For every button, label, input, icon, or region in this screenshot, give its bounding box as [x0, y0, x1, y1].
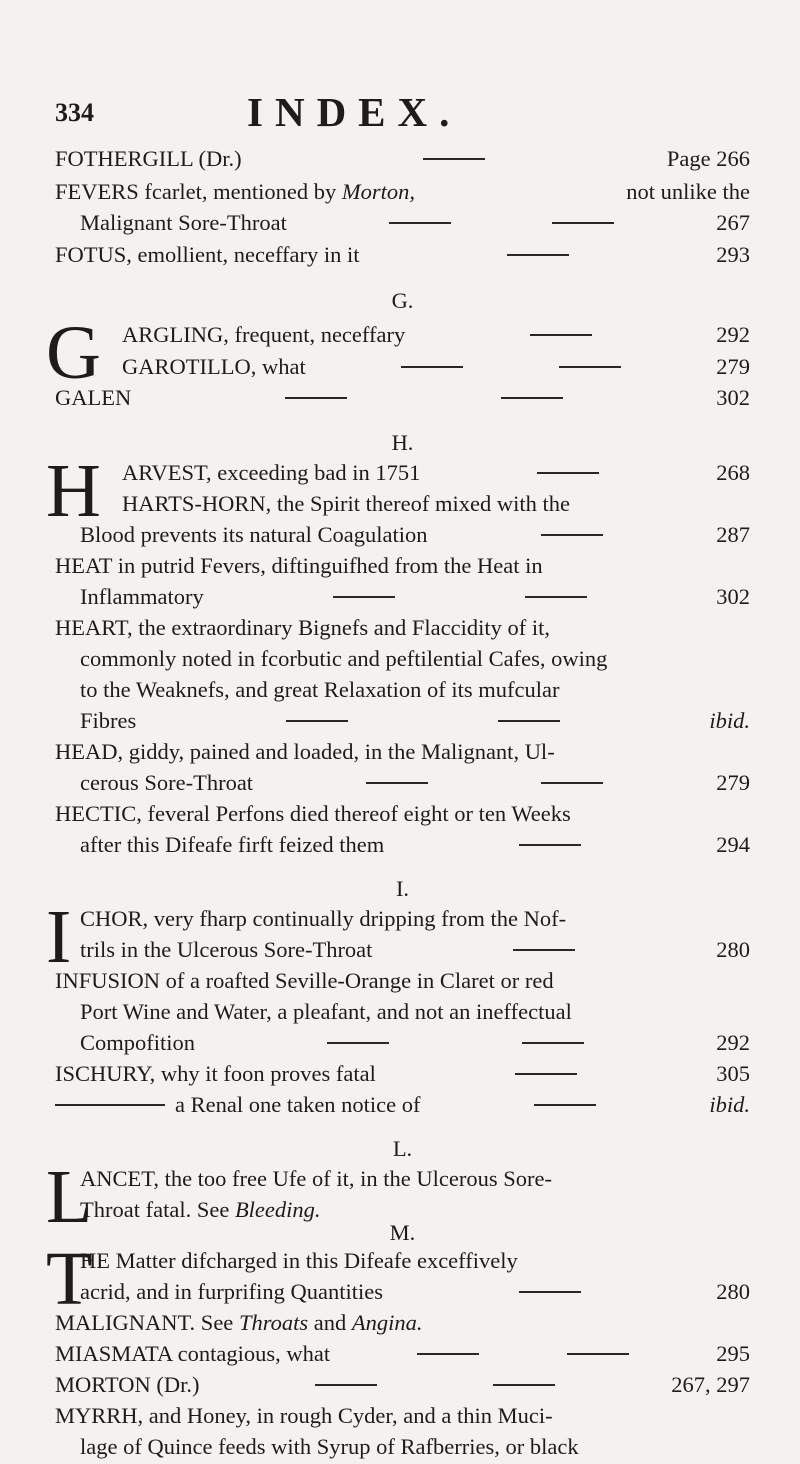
entry-fothergill: FOTHERGILL (Dr.) Page 266	[55, 146, 750, 171]
entry-ischury-renal: a Renal one taken notice of ibid.	[55, 1088, 750, 1122]
entry-harts-horn-cont: Blood prevents its natural Coagulation 287	[80, 522, 750, 547]
entry-ichor: CHOR, very fharp continually dripping from the Nof-	[80, 906, 567, 931]
entry-fevers-cont: Malignant Sore-Throat 267	[80, 210, 750, 235]
entry-heart: HEART, the extraordinary Bignefs and Flaccidity of it,	[55, 615, 550, 640]
drop-cap-h: H	[46, 449, 101, 533]
entry-ischury: ISCHURY, why it foon proves fatal 305	[55, 1061, 750, 1086]
entry-infusion-cont-1: Port Wine and Water, a pleafant, and not an ineffectual	[80, 999, 572, 1024]
entry-myrrh-cont-1: lage of Quince feeds with Syrup of Rafberries, or black	[80, 1434, 579, 1459]
entry-the-matter-cont: acrid, and in furprifing Quantities 280	[80, 1279, 750, 1304]
entry-galen: GALEN 302	[55, 385, 750, 410]
entry-infusion-cont-2: Compofition 292	[80, 1030, 750, 1055]
entry-malignant: MALIGNANT. See Throats and Angina.	[55, 1310, 423, 1335]
page-number: 334	[55, 98, 94, 127]
page-header	[55, 88, 745, 138]
drop-cap-l: L	[46, 1155, 93, 1239]
entry-harts-horn: HARTS-HORN, the Spirit thereof mixed with the	[122, 491, 570, 516]
entry-morton: MORTON (Dr.) 267, 297	[55, 1372, 750, 1397]
entry-ichor-cont: trils in the Ulcerous Sore-Throat 280	[80, 937, 750, 962]
entry-miasmata: MIASMATA contagious, what 295	[55, 1341, 750, 1366]
entry-heat-cont: Inflammatory 302	[80, 584, 750, 609]
entry-hectic: HECTIC, feveral Perfons died thereof eight or ten Weeks	[55, 801, 571, 826]
entry-heat: HEAT in putrid Fevers, diftinguifhed from the Heat in	[55, 553, 543, 578]
entry-the-matter: HE Matter difcharged in this Difeafe exceffively	[80, 1248, 518, 1273]
entry-myrrh: MYRRH, and Honey, in rough Cyder, and a thin Muci-	[55, 1403, 553, 1428]
entry-hectic-cont: after this Difeafe firft feized them 294	[80, 832, 750, 857]
entry-harvest: ARVEST, exceeding bad in 1751 268	[122, 460, 750, 485]
drop-cap-t: T	[46, 1237, 93, 1321]
entry-garotillo: GAROTILLO, what 279	[122, 354, 750, 379]
entry-head: HEAD, giddy, pained and loaded, in the Malignant, Ul-	[55, 739, 555, 764]
entry-head-cont: cerous Sore-Throat 279	[80, 770, 750, 795]
entry-heart-cont-3: Fibres ibid.	[80, 708, 750, 733]
section-letter-h: H.	[391, 430, 414, 455]
section-letter-m: M.	[389, 1220, 416, 1245]
page-title: INDEX.	[247, 89, 462, 135]
entry-fevers: FEVERS fcarlet, mentioned by Morton, not unlike the	[55, 179, 750, 204]
entry-gargling: ARGLING, frequent, neceffary 292	[122, 322, 750, 347]
entry-lancet-cont: Throat fatal. See Bleeding.	[80, 1197, 321, 1222]
section-letter-i: I.	[395, 876, 410, 901]
drop-cap-g: G	[46, 311, 101, 395]
section-letter-l: L.	[392, 1136, 413, 1161]
entry-heart-cont-2: to the Weaknefs, and great Relaxation of its mufcular	[80, 677, 560, 702]
entry-infusion: INFUSION of a roafted Seville-Orange in Claret or red	[55, 968, 554, 993]
drop-cap-i: I	[46, 895, 72, 979]
section-letter-g: G.	[391, 288, 414, 313]
entry-heart-cont-1: commonly noted in fcorbutic and peftilential Cafes, owing	[80, 646, 608, 671]
entry-fotus: FOTUS, emollient, neceffary in it 293	[55, 242, 750, 267]
entry-lancet: ANCET, the too free Ufe of it, in the Ulcerous Sore-	[80, 1166, 552, 1191]
